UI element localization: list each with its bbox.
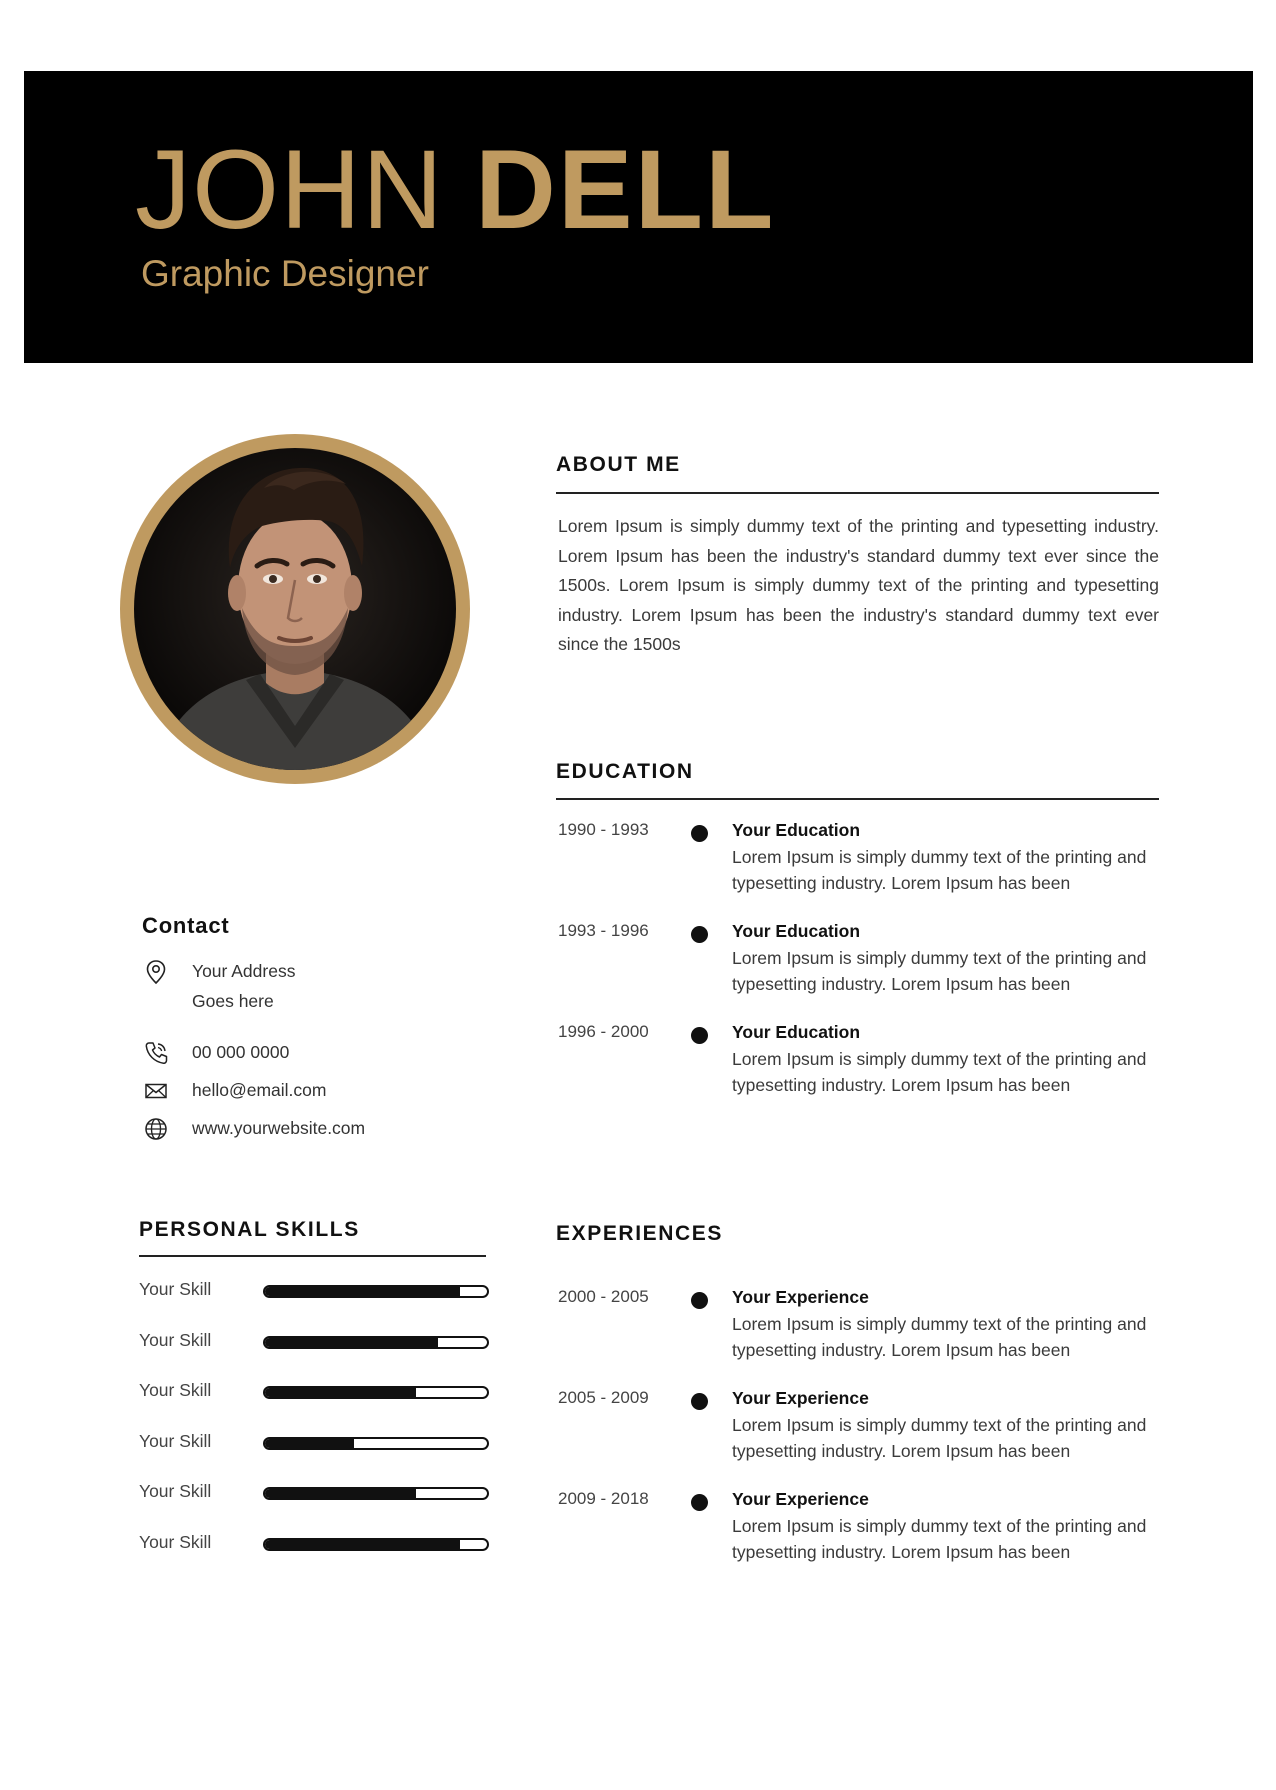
education-desc: Lorem Ipsum is simply dummy text of the printing and typesetting industry. Lorem Ipsum has been [732, 948, 1147, 994]
job-title: Graphic Designer [141, 253, 429, 294]
experience-desc: Lorem Ipsum is simply dummy text of the printing and typesetting industry. Lorem Ipsum has been [732, 1314, 1147, 1360]
contact-title: Contact [142, 913, 230, 938]
experience-title-text: Your Experience [732, 1287, 869, 1307]
skill-bar [263, 1386, 489, 1399]
timeline-dot [691, 926, 708, 943]
email-address: hello@email.com [192, 1080, 327, 1100]
full-name [135, 127, 776, 252]
about-divider [556, 492, 1159, 494]
education-desc: Lorem Ipsum is simply dummy text of the printing and typesetting industry. Lorem Ipsum has been [732, 1049, 1147, 1095]
education-desc: Lorem Ipsum is simply dummy text of the printing and typesetting industry. Lorem Ipsum has been [732, 847, 1147, 893]
skills-divider [139, 1255, 486, 1257]
education-item [558, 1022, 1159, 1102]
skill-bar-fill [265, 1439, 354, 1448]
website-url: www.yourwebsite.com [192, 1118, 366, 1138]
experience-title-text: Your Experience [732, 1489, 869, 1509]
skill-bar [263, 1336, 489, 1349]
timeline-dot [691, 825, 708, 842]
education-divider [556, 798, 1159, 800]
experience-period: 2000 - 2005 [558, 1287, 649, 1306]
skill-label: Your Skill [139, 1532, 212, 1552]
education-title-text: Your Education [732, 820, 861, 840]
header-banner [24, 71, 1253, 363]
experience-item [558, 1287, 1159, 1367]
timeline-dot [691, 1494, 708, 1511]
experience-desc: Lorem Ipsum is simply dummy text of the printing and typesetting industry. Lorem Ipsum has been [732, 1516, 1147, 1562]
timeline-dot [691, 1393, 708, 1410]
experience-period: 2009 - 2018 [558, 1489, 649, 1508]
education-title-text: Your Education [732, 921, 861, 941]
skill-bar-fill [265, 1489, 416, 1498]
skill-bar-fill [265, 1388, 416, 1397]
skill-bar-fill [265, 1540, 460, 1549]
about-text: Lorem Ipsum is simply dummy text of the printing and typesetting industry. Lorem Ipsum has been the industry's standard dummy text ever since the 1500s. Lorem Ipsum is simply dummy text of the printing and typesetting industry. Lorem Ipsum has been the industry's standard dummy text ever since the 1500s [558, 516, 1159, 655]
last-name: DELL [475, 127, 776, 252]
experience-title: EXPERIENCES [556, 1222, 723, 1245]
about-title: ABOUT ME [556, 453, 681, 476]
skill-label: Your Skill [139, 1279, 212, 1299]
experience-title-text: Your Experience [732, 1388, 869, 1408]
address-line-2: Goes here [192, 991, 274, 1011]
timeline-dot [691, 1292, 708, 1309]
experience-item [558, 1388, 1159, 1468]
skill-bar [263, 1437, 489, 1450]
profile-photo-frame [120, 434, 470, 784]
phone-icon [143, 1040, 169, 1066]
skill-bar-fill [265, 1338, 438, 1347]
envelope-icon [143, 1078, 169, 1104]
skill-bar-fill [265, 1287, 460, 1296]
first-name: JOHN [135, 127, 444, 252]
education-title: EDUCATION [556, 760, 694, 783]
globe-icon [143, 1116, 169, 1142]
education-period: 1990 - 1993 [558, 820, 649, 839]
timeline-dot [691, 1027, 708, 1044]
skill-label: Your Skill [139, 1330, 212, 1350]
phone-number: 00 000 0000 [192, 1042, 290, 1062]
skill-bar [263, 1285, 489, 1298]
skills-title: PERSONAL SKILLS [139, 1218, 360, 1241]
profile-photo [134, 448, 456, 770]
education-item [558, 921, 1159, 1001]
address-line-1: Your Address [192, 961, 296, 981]
skill-bar [263, 1538, 489, 1551]
education-period: 1996 - 2000 [558, 1022, 649, 1041]
education-period: 1993 - 1996 [558, 921, 649, 940]
education-title-text: Your Education [732, 1022, 861, 1042]
experience-period: 2005 - 2009 [558, 1388, 649, 1407]
location-pin-icon [143, 959, 169, 985]
skill-label: Your Skill [139, 1380, 212, 1400]
experience-item [558, 1489, 1159, 1569]
skill-bar [263, 1487, 489, 1500]
skill-label: Your Skill [139, 1431, 212, 1451]
skill-label: Your Skill [139, 1481, 212, 1501]
experience-desc: Lorem Ipsum is simply dummy text of the printing and typesetting industry. Lorem Ipsum has been [732, 1415, 1147, 1461]
education-item [558, 820, 1159, 900]
